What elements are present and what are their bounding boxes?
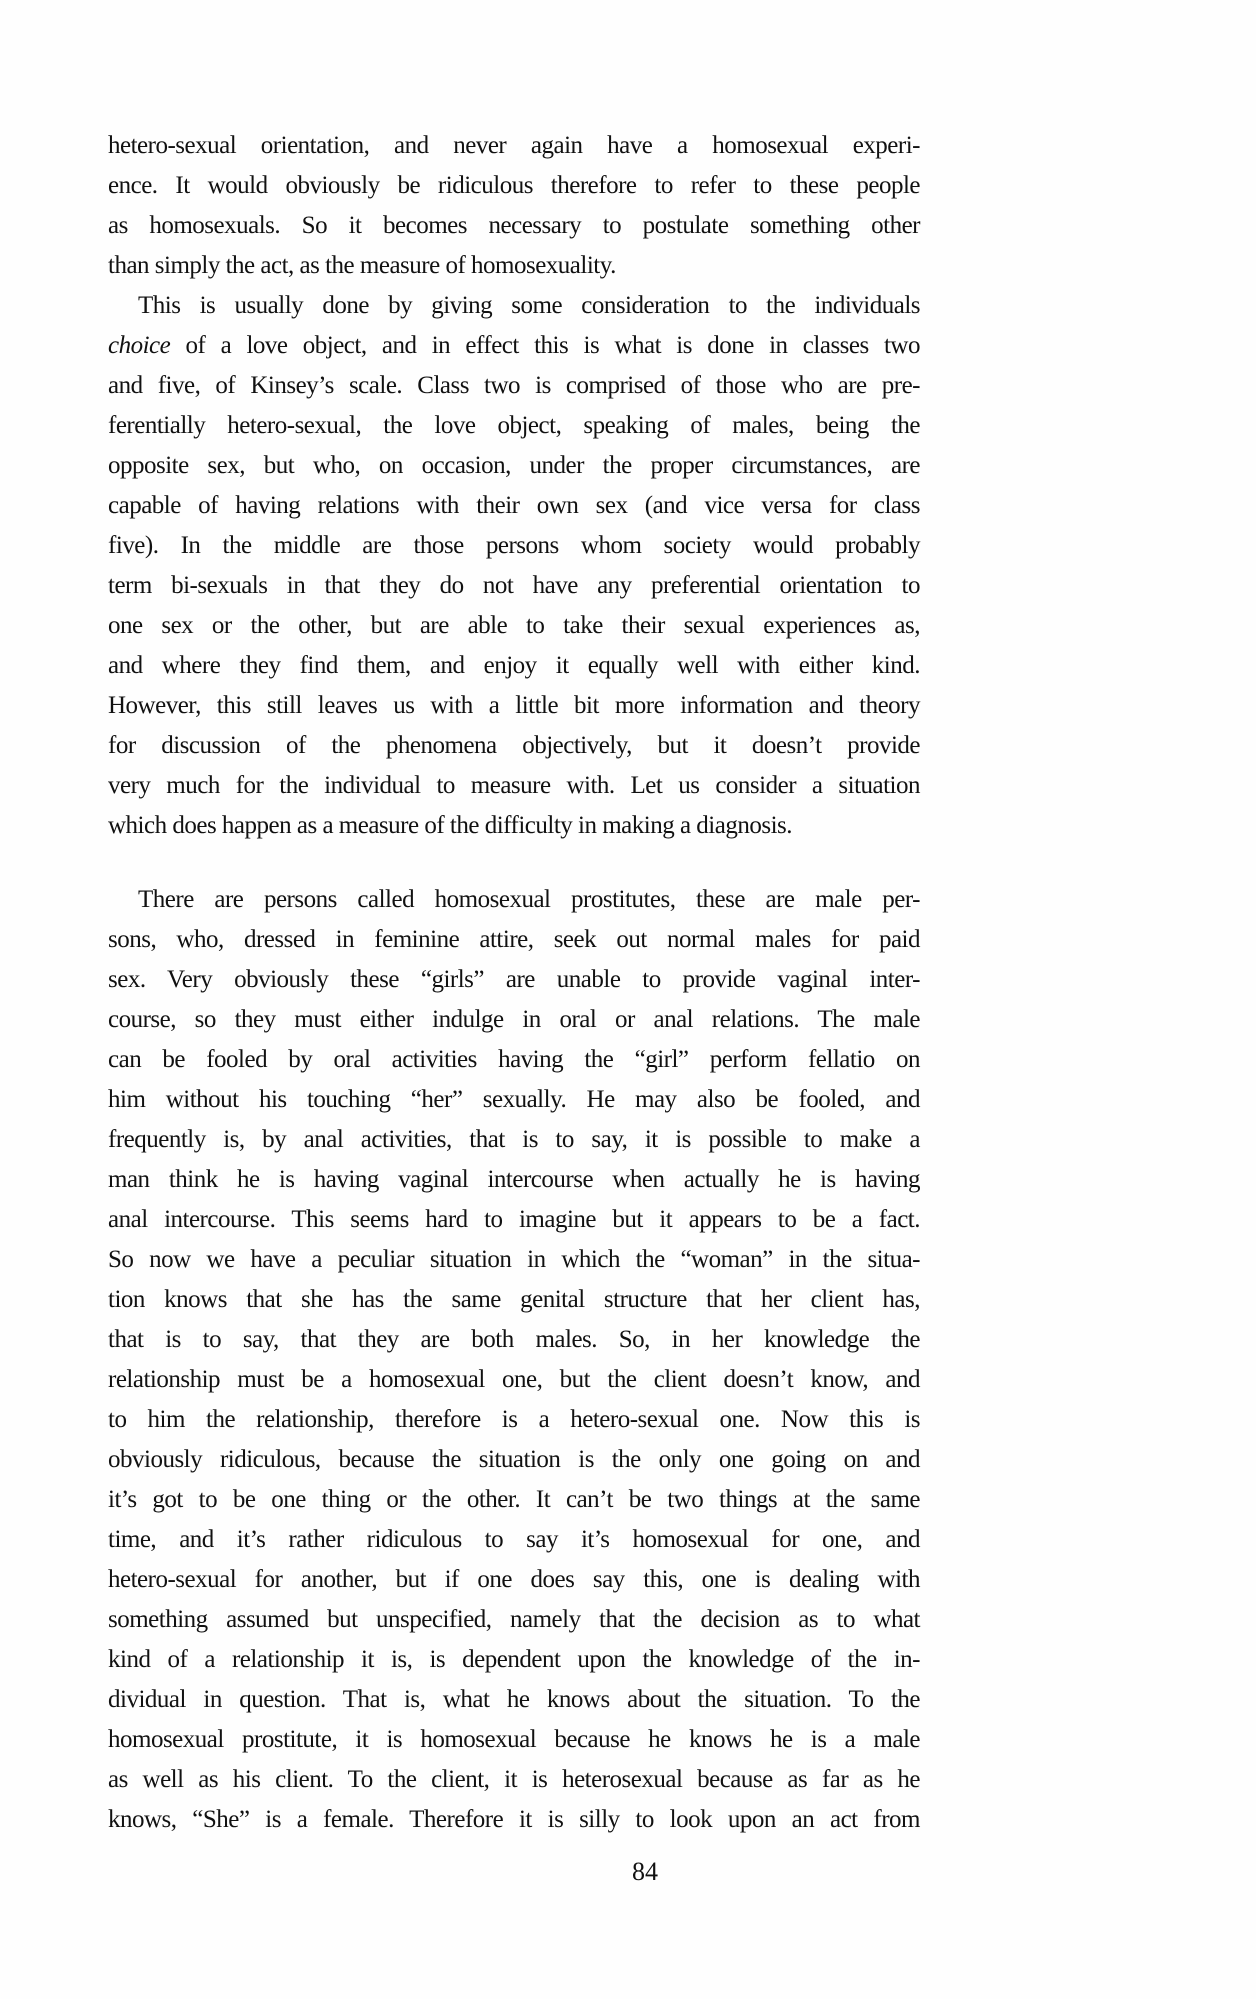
text-line: as homosexuals. So it becomes necessary to postulate something other bbox=[108, 212, 920, 239]
text-line: So now we have a peculiar situation in which the “woman” in the situa- bbox=[108, 1246, 920, 1273]
text-line: tion knows that she has the same genital structure that her client has, bbox=[108, 1286, 920, 1313]
text-line: There are persons called homosexual prostitutes, these are male per- bbox=[138, 886, 920, 913]
text-line: hetero-sexual for another, but if one does say this, one is dealing with bbox=[108, 1566, 920, 1593]
text-line: for discussion of the phenomena objectively, but it doesn’t provide bbox=[108, 732, 920, 759]
text-line: kind of a relationship it is, is dependent upon the knowledge of the in- bbox=[108, 1646, 920, 1673]
text-line: obviously ridiculous, because the situation is the only one going on and bbox=[108, 1446, 920, 1473]
body-text bbox=[108, 126, 920, 1840]
text-line: which does happen as a measure of the difficulty in making a diagnosis. bbox=[108, 812, 792, 839]
text-line: ferentially hetero-sexual, the love object, speaking of males, being the bbox=[108, 412, 920, 439]
text-line: homosexual prostitute, it is homosexual because he knows he is a male bbox=[108, 1726, 920, 1753]
text-line: one sex or the other, but are able to take their sexual experiences as, bbox=[108, 612, 920, 639]
text-line: However, this still leaves us with a little bit more information and theory bbox=[108, 692, 920, 719]
text-line: to him the relationship, therefore is a hetero-sexual one. Now this is bbox=[108, 1406, 920, 1433]
text-line: knows, “She” is a female. Therefore it is silly to look upon an act from bbox=[108, 1806, 920, 1833]
text-line: dividual in question. That is, what he knows about the situation. To the bbox=[108, 1686, 920, 1713]
paragraph bbox=[108, 880, 920, 1840]
text-line: can be fooled by oral activities having the “girl” perform fellatio on bbox=[108, 1046, 920, 1073]
text-line: as well as his client. To the client, it is heterosexual because as far as he bbox=[108, 1766, 920, 1793]
text-line: sons, who, dressed in feminine attire, seek out normal males for paid bbox=[108, 926, 920, 953]
text-line: sex. Very obviously these “girls” are unable to provide vaginal inter- bbox=[108, 966, 920, 993]
text-line: hetero-sexual orientation, and never again have a homosexual experi- bbox=[108, 132, 920, 159]
page-number: 84 bbox=[632, 1857, 658, 1886]
italic-word: choice bbox=[108, 332, 171, 359]
text-line: anal intercourse. This seems hard to imagine but it appears to be a fact. bbox=[108, 1206, 920, 1233]
text-line: and where they find them, and enjoy it equally well with either kind. bbox=[108, 652, 920, 679]
text-line: term bi-sexuals in that they do not have any preferential orientation to bbox=[108, 572, 920, 599]
text-line bbox=[108, 326, 920, 366]
text-line: him without his touching “her” sexually. He may also be fooled, and bbox=[108, 1086, 920, 1113]
text-line: something assumed but unspecified, namely that the decision as to what bbox=[108, 1606, 920, 1633]
text-segment: of a love object, and in effect this is what is done in classes two bbox=[170, 332, 920, 359]
text-line: it’s got to be one thing or the other. It can’t be two things at the same bbox=[108, 1486, 920, 1513]
text-line: capable of having relations with their own sex (and vice versa for class bbox=[108, 492, 920, 519]
text-line: opposite sex, but who, on occasion, under the proper circumstances, are bbox=[108, 452, 920, 479]
paragraph bbox=[108, 126, 920, 286]
text-line: that is to say, that they are both males. So, in her knowledge the bbox=[108, 1326, 920, 1353]
text-line: This is usually done by giving some consideration to the individuals bbox=[138, 292, 920, 319]
text-line: man think he is having vaginal intercourse when actually he is having bbox=[108, 1166, 920, 1193]
text-line: and five, of Kinsey’s scale. Class two is comprised of those who are pre- bbox=[108, 372, 920, 399]
paragraph bbox=[108, 286, 920, 846]
text-line: relationship must be a homosexual one, but the client doesn’t know, and bbox=[108, 1366, 920, 1393]
text-line: time, and it’s rather ridiculous to say it’s homosexual for one, and bbox=[108, 1526, 920, 1553]
text-line: very much for the individual to measure with. Let us consider a situation bbox=[108, 772, 920, 799]
text-line: than simply the act, as the measure of homosexuality. bbox=[108, 252, 616, 279]
text-line: ence. It would obviously be ridiculous therefore to refer to these people bbox=[108, 172, 920, 199]
text-line: frequently is, by anal activities, that is to say, it is possible to make a bbox=[108, 1126, 920, 1153]
text-line: course, so they must either indulge in oral or anal relations. The male bbox=[108, 1006, 920, 1033]
text-line: five). In the middle are those persons whom society would probably bbox=[108, 532, 920, 559]
